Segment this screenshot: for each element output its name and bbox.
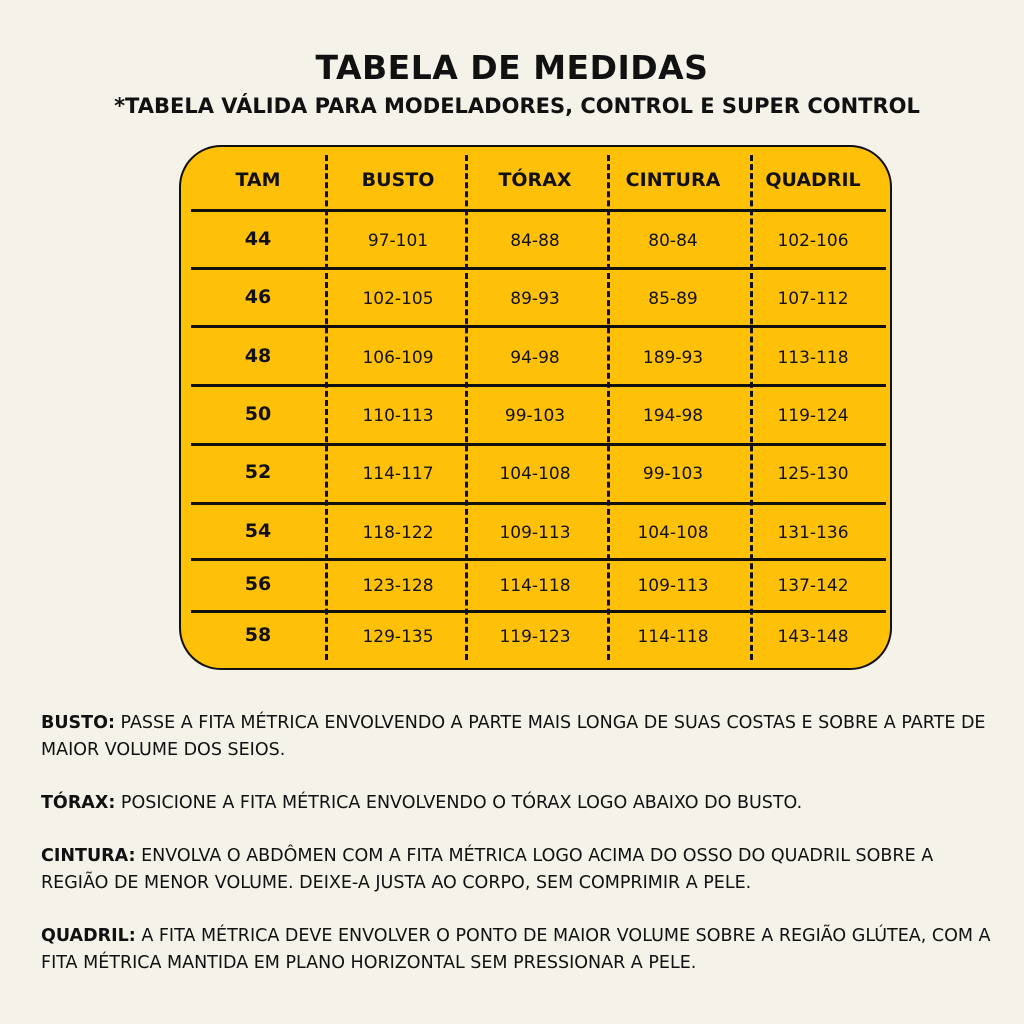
cell-cintura: 194-98: [642, 406, 704, 426]
cell-torax: 84-88: [510, 231, 560, 251]
cell-cintura: 109-113: [637, 576, 709, 596]
row-divider: [191, 384, 886, 387]
column-divider: [750, 155, 753, 660]
cell-quadril: 119-124: [777, 406, 849, 426]
cell-tam: 54: [244, 520, 272, 542]
cell-busto: 123-128: [362, 576, 434, 596]
header-tam: TAM: [235, 169, 281, 191]
instruction-quadril-term: QUADRIL:: [41, 926, 136, 946]
instruction-quadril-text: A FITA MÉTRICA DEVE ENVOLVER O PONTO DE MAIOR VOLUME SOBRE A REGIÃO GLÚTEA, COM A FITA MÉTRICA MANTIDA EM PLANO HORIZONTAL SEM PRESSIONAR A PELE.: [41, 926, 991, 973]
cell-cintura: 104-108: [637, 523, 709, 543]
instruction-torax-term: TÓRAX:: [41, 793, 116, 813]
cell-quadril: 102-106: [777, 231, 849, 251]
instruction-torax: [41, 790, 991, 817]
cell-cintura: 80-84: [648, 231, 698, 251]
page-subtitle: *TABELA VÁLIDA PARA MODELADORES, CONTROL E SUPER CONTROL: [114, 94, 920, 118]
page-title: TABELA DE MEDIDAS: [315, 48, 709, 87]
cell-torax: 109-113: [499, 523, 571, 543]
cell-busto: 129-135: [362, 627, 434, 647]
cell-quadril: 137-142: [777, 576, 849, 596]
instruction-cintura-text: ENVOLVA O ABDÔMEN COM A FITA MÉTRICA LOGO ACIMA DO OSSO DO QUADRIL SOBRE A REGIÃO DE MENOR VOLUME. DEIXE-A JUSTA AO CORPO, SEM COMPRIMIR A PELE.: [41, 846, 934, 893]
header-busto: BUSTO: [361, 169, 435, 191]
column-divider: [465, 155, 468, 660]
cell-torax: 99-103: [504, 406, 566, 426]
row-divider: [191, 610, 886, 613]
cell-torax: 94-98: [510, 348, 560, 368]
cell-cintura: 85-89: [648, 289, 698, 309]
instruction-cintura-term: CINTURA:: [41, 846, 136, 866]
cell-tam: 50: [244, 403, 272, 425]
cell-tam: 58: [244, 624, 272, 646]
cell-quadril: 107-112: [777, 289, 849, 309]
cell-busto: 110-113: [362, 406, 434, 426]
instruction-busto-text: PASSE A FITA MÉTRICA ENVOLVENDO A PARTE MAIS LONGA DE SUAS COSTAS E SOBRE A PARTE DE MAIOR VOLUME DOS SEIOS.: [41, 713, 986, 760]
row-divider: [191, 209, 886, 212]
column-divider: [325, 155, 328, 660]
cell-quadril: 131-136: [777, 523, 849, 543]
row-divider: [191, 443, 886, 446]
cell-tam: 52: [244, 461, 272, 483]
cell-cintura: 189-93: [642, 348, 704, 368]
row-divider: [191, 558, 886, 561]
row-divider: [191, 267, 886, 270]
cell-busto: 106-109: [362, 348, 434, 368]
cell-quadril: 113-118: [777, 348, 849, 368]
instruction-quadril: [41, 923, 991, 977]
instruction-busto: [41, 710, 991, 764]
cell-busto: 114-117: [362, 464, 434, 484]
cell-tam: 48: [244, 345, 272, 367]
header-quadril: QUADRIL: [765, 169, 861, 191]
cell-torax: 119-123: [499, 627, 571, 647]
cell-cintura: 99-103: [642, 464, 704, 484]
column-divider: [607, 155, 610, 660]
header-cintura: CINTURA: [625, 169, 721, 191]
instruction-cintura: [41, 843, 991, 897]
cell-tam: 56: [244, 573, 272, 595]
cell-cintura: 114-118: [637, 627, 709, 647]
cell-quadril: 125-130: [777, 464, 849, 484]
cell-busto: 102-105: [362, 289, 434, 309]
cell-torax: 104-108: [499, 464, 571, 484]
cell-tam: 44: [244, 228, 272, 250]
header-torax: TÓRAX: [498, 169, 572, 191]
cell-torax: 89-93: [510, 289, 560, 309]
cell-quadril: 143-148: [777, 627, 849, 647]
cell-torax: 114-118: [499, 576, 571, 596]
cell-tam: 46: [244, 286, 272, 308]
cell-busto: 118-122: [362, 523, 434, 543]
cell-busto: 97-101: [367, 231, 429, 251]
row-divider: [191, 325, 886, 328]
instruction-busto-term: BUSTO:: [41, 713, 115, 733]
row-divider: [191, 502, 886, 505]
instruction-torax-text: POSICIONE A FITA MÉTRICA ENVOLVENDO O TÓRAX LOGO ABAIXO DO BUSTO.: [115, 793, 803, 813]
